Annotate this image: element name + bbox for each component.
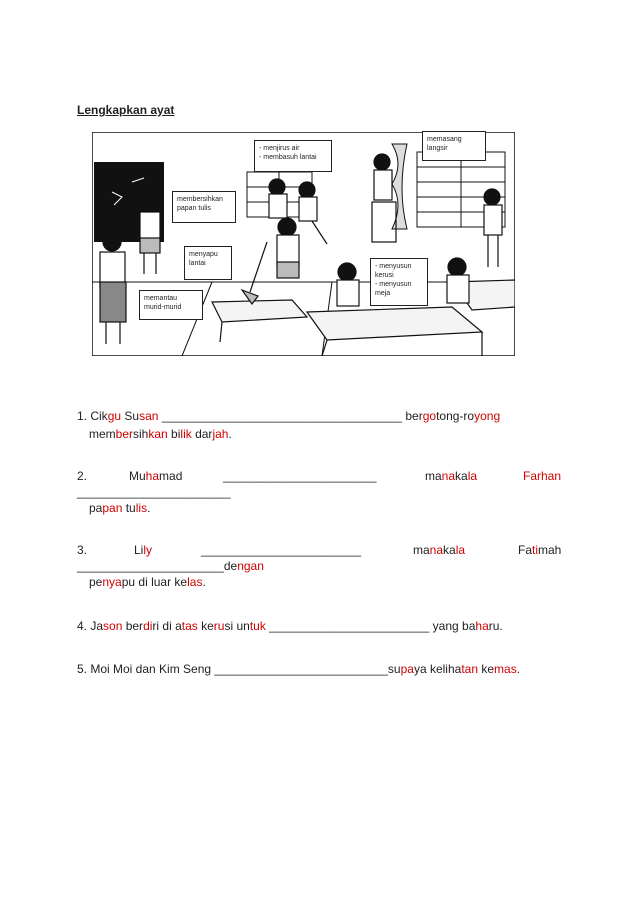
label-line: membersihkan <box>177 196 223 203</box>
text-segment: pa <box>400 662 414 676</box>
answer-blank[interactable]: _______________________ <box>223 469 377 483</box>
text-segment: ri di <box>152 619 176 633</box>
text-segment: nya <box>102 575 122 589</box>
name-muhamad: Muhamad <box>129 469 183 483</box>
text-segment: . <box>202 575 206 589</box>
label-line: memasang <box>427 136 462 143</box>
text-segment: kan <box>148 427 168 441</box>
text-segment: go <box>422 409 437 423</box>
text-segment: san <box>139 409 159 423</box>
text-segment: ya ke <box>413 662 443 676</box>
text-segment: li <box>442 662 448 676</box>
text-segment: jah <box>212 427 229 441</box>
label-line: langsir <box>427 145 448 152</box>
label-menyapu <box>184 246 232 280</box>
text-segment: ha <box>447 662 462 676</box>
text-segment: dar <box>191 427 213 441</box>
text-segment: mem <box>89 427 116 441</box>
text-segment: tas <box>181 619 198 633</box>
name-farhan: Farhan <box>523 469 562 483</box>
word-manakala: manakala <box>413 543 466 557</box>
label-menjirus <box>254 140 332 172</box>
label-line: memantau <box>144 295 178 302</box>
text-segment: bi <box>167 427 181 441</box>
text-segment: tong-ro <box>436 409 475 423</box>
word-manakala: manakala <box>425 469 478 483</box>
name-fatimah: Fatimah <box>518 543 562 557</box>
text-segment[interactable]: ________________________ yang ba <box>265 619 476 633</box>
text-segment: tu <box>122 501 136 515</box>
text-segment: ke <box>478 662 495 676</box>
text-segment: ha <box>475 619 489 633</box>
label-line: - menjirus air <box>259 145 300 152</box>
text-segment: lis <box>135 501 148 515</box>
question-3-line-3 <box>89 574 206 590</box>
label-memantau <box>139 290 203 320</box>
text-segment: ber <box>115 427 134 441</box>
text-segment: ber <box>122 619 144 633</box>
text-segment: ke <box>171 575 188 589</box>
text-segment: 4. Ja <box>77 619 104 633</box>
text-segment: . <box>147 501 151 515</box>
text-segment: ru. <box>488 619 503 633</box>
label-line: - menyusun <box>375 281 412 288</box>
question-2 <box>77 468 564 484</box>
question-number: 2. <box>77 469 88 483</box>
text-segment: tuk <box>249 619 266 633</box>
text-segment: pa <box>89 501 103 515</box>
label-line: menyapu <box>189 251 218 258</box>
text-segment: 1. Cik <box>77 409 108 423</box>
question-2-line-3 <box>89 500 150 516</box>
answer-blank[interactable]: ______________________ <box>77 559 224 573</box>
text-segment: pan <box>102 501 123 515</box>
question-3 <box>77 542 564 558</box>
label-memasang-langsir <box>422 131 486 161</box>
label-line: - menyusun <box>375 263 412 270</box>
question-number: 3. <box>77 543 88 557</box>
question-5 <box>77 661 520 677</box>
text-segment: lik <box>180 427 192 441</box>
text-segment: lu <box>151 575 161 589</box>
label-membersihkan <box>172 191 236 223</box>
question-4 <box>77 618 503 634</box>
text-segment: pu di <box>121 575 152 589</box>
question-1-line-2 <box>89 426 232 442</box>
text-segment: gu <box>107 409 122 423</box>
answer-blank[interactable]: _______________________ <box>77 485 231 499</box>
text-segment: ke <box>197 619 214 633</box>
text-segment: . <box>228 427 232 441</box>
classroom-illustration <box>92 132 515 356</box>
label-line: murid-murid <box>144 304 182 311</box>
text-segment: Su <box>121 409 140 423</box>
label-line: kerusi <box>375 272 394 279</box>
text-segment: di <box>143 619 153 633</box>
text-segment: a <box>175 619 182 633</box>
text-segment: ar <box>160 575 172 589</box>
text-segment: tan <box>461 662 479 676</box>
page-title: Lengkapkan ayat <box>77 103 175 117</box>
text-segment: mas <box>494 662 517 676</box>
question-1 <box>77 408 500 424</box>
text-segment: un <box>236 619 250 633</box>
text-segment: pe <box>89 575 103 589</box>
label-line: meja <box>375 290 391 297</box>
label-line: lantai <box>189 260 206 267</box>
name-lily: Lily <box>134 543 153 557</box>
text-segment: si <box>224 619 237 633</box>
text-segment[interactable]: ____________________________________ ber <box>158 409 423 423</box>
text-segment: ru <box>213 619 225 633</box>
label-line: - membasuh lantai <box>259 154 317 161</box>
text-segment: . <box>516 662 521 676</box>
text-segment: yong <box>474 409 501 423</box>
word-dengan: dengan <box>223 559 264 573</box>
label-line: papan tulis <box>177 205 211 212</box>
label-menyusun <box>370 258 428 306</box>
answer-blank[interactable]: ________________________ <box>201 543 362 557</box>
text-segment: las <box>187 575 203 589</box>
question-3-line-2 <box>77 558 264 574</box>
text-segment: sih <box>133 427 149 441</box>
text-segment[interactable]: 5. Moi Moi dan Kim Seng __________________________su <box>77 662 401 676</box>
text-segment: son <box>103 619 123 633</box>
